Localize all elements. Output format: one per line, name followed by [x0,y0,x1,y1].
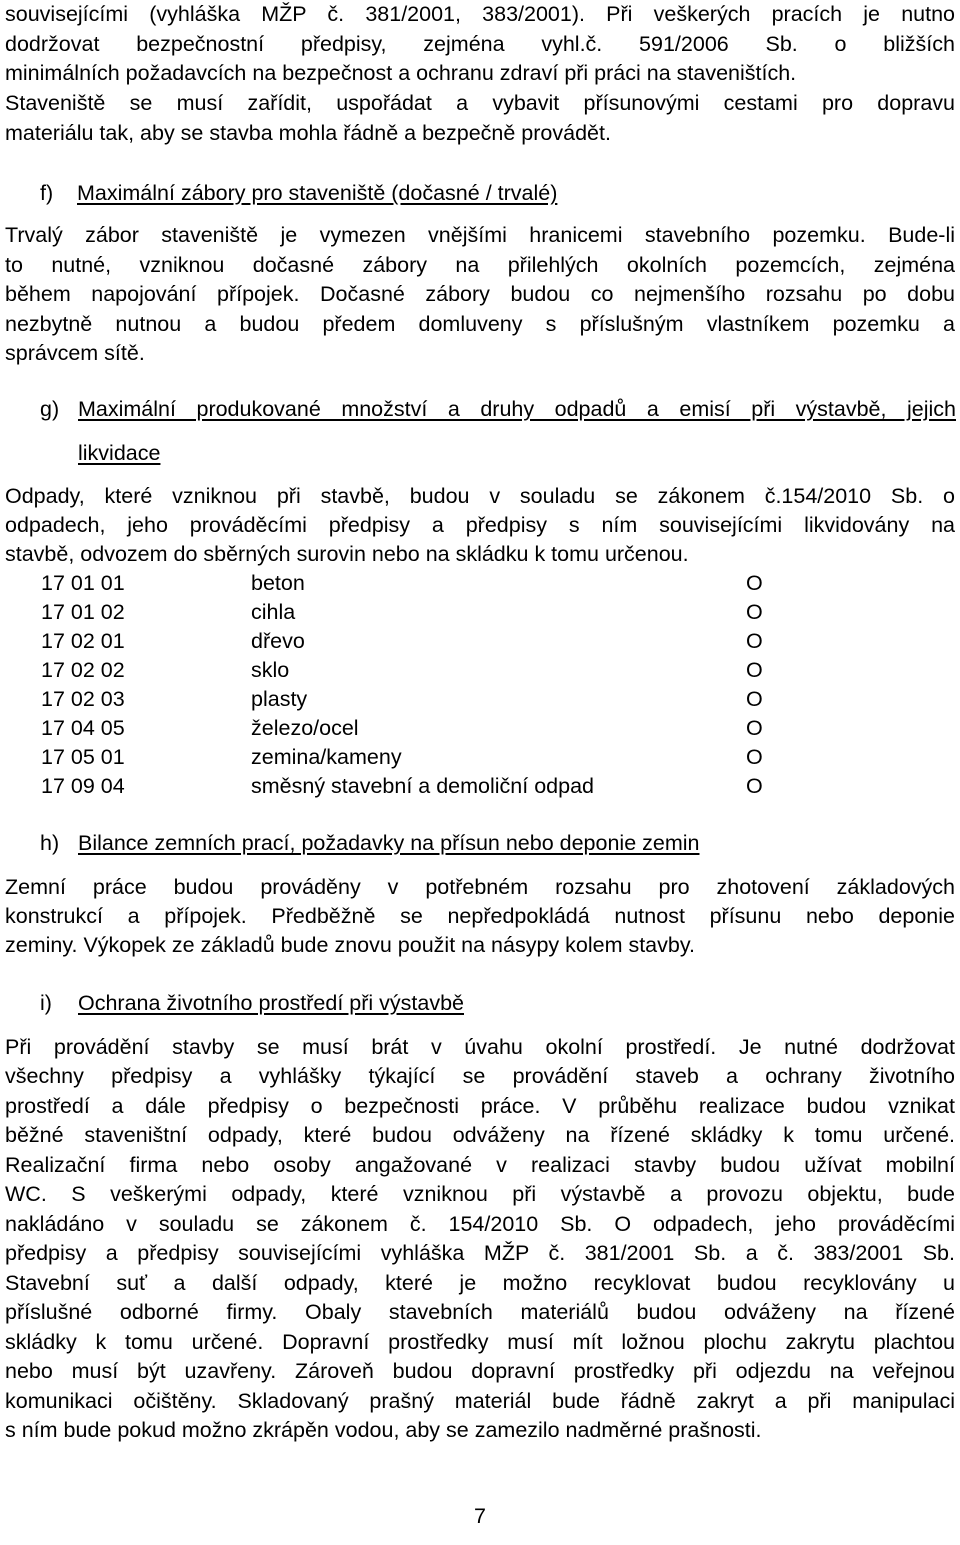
waste-material: beton [251,571,305,595]
paragraph-line: s ním bude pokud možno zkrápěn vodou, aby se zamezilo nadměrné prašnosti. [5,1418,762,1442]
waste-material: cihla [251,600,296,624]
section-letter: g) [40,397,60,421]
waste-material: plasty [251,687,308,711]
paragraph-line: správcem sítě. [5,341,145,365]
paragraph-line: všechny předpisy a vyhlášky týkající se provádění staveb a ochrany životního [5,1064,955,1088]
paragraph-line: odpadech, jeho prováděcími předpisy a předpisy s ním souvisejícími likvidovány na [5,513,955,537]
paragraph-line: Trvalý zábor staveniště je vymezen vnějšími hranicemi stavebního pozemku. Bude-li [5,223,955,247]
paragraph-line: Stavební suť a další odpady, které je možno recyklovat budou recyklovány u [5,1271,955,1295]
table-row [0,714,960,743]
waste-category: O [746,745,763,769]
paragraph-line: během napojování přípojek. Dočasné zábory budou co nejmenšího rozsahu po dobu [5,282,955,306]
waste-table [0,569,960,809]
waste-code: 17 02 01 [41,629,125,653]
waste-code: 17 01 02 [41,600,125,624]
waste-material: směsný stavební a demoliční odpad [251,774,595,798]
section-heading-g-continued [78,439,378,468]
section-heading-i [40,989,940,1018]
paragraph-line: Staveniště se musí zařídit, uspořádat a vybavit přísunovými cestami pro dopravu [5,91,955,115]
waste-category: O [746,658,763,682]
waste-material: sklo [251,658,290,682]
paragraph-line: nezbytně nutnou a budou předem domluveny s příslušným vlastníkem pozemku a [5,312,955,336]
section-letter: h) [40,831,60,855]
waste-category: O [746,687,763,711]
paragraph-line: příslušné odborné firmy. Obaly stavebních materiálů budou odváženy na řízené [5,1300,955,1324]
waste-code: 17 01 01 [41,571,125,595]
paragraph-line: Odpady, které vzniknou při stavbě, budou v souladu se zákonem č.154/2010 Sb. o [5,484,955,508]
waste-code: 17 02 03 [41,687,125,711]
paragraph-line: komunikaci očištěny. Skladovaný prašný materiál bude řádně zakryt a při manipulaci [5,1389,955,1413]
paragraph-line: souvisejícími (vyhláška MŽP č. 381/2001, 383/2001). Při veškerých pracích je nutno [5,2,955,26]
waste-category: O [746,600,763,624]
table-row [0,656,960,685]
table-row [0,598,960,627]
paragraph-line: Realizační firma nebo osoby angažované v realizaci stavby budou užívat mobilní [5,1153,955,1177]
waste-category: O [746,716,763,740]
section-heading-h [40,829,940,858]
paragraph-line: skládky k tomu určené. Dopravní prostředky musí mít ložnou plochu zakrytu plachtou [5,1330,955,1354]
paragraph-line: materiálu tak, aby se stavba mohla řádně a bezpečně provádět. [5,121,611,145]
paragraph-line: stavbě, odvozem do sběrných surovin nebo na skládku k tomu určenou. [5,542,689,566]
waste-code: 17 04 05 [41,716,125,740]
paragraph-line: Při provádění stavby se musí brát v úvahu okolní prostředí. Je nutné dodržovat [5,1035,955,1059]
waste-category: O [746,629,763,653]
paragraph-line: zeminy. Výkopek ze základů bude znovu použit na násypy kolem stavby. [5,933,695,957]
section-heading-g [40,395,956,424]
waste-category: O [746,774,763,798]
paragraph-line: nakládáno v souladu se zákonem č. 154/2010 Sb. O odpadech, jeho prováděcími [5,1212,955,1236]
paragraph-line: nebo musí být uzavřeny. Zároveň budou dopravní prostředky při odjezdu na veřejnou [5,1359,955,1383]
waste-material: zemina/kameny [251,745,402,769]
section-title: Maximální produkované množství a druhy odpadů a emisí při výstavbě, jejich [78,397,956,421]
table-row [0,569,960,598]
paragraph-line: prostředí a dále předpisy o bezpečnosti práce. V průběhu realizace budou vznikat [5,1094,955,1118]
table-row [0,743,960,772]
table-row [0,685,960,714]
section-title: Ochrana životního prostředí při výstavbě [78,991,464,1015]
waste-material: dřevo [251,629,305,653]
table-row [0,627,960,656]
section-letter: i) [40,991,52,1015]
section-heading-f [40,179,940,208]
section-title: likvidace [78,441,161,465]
waste-material: železo/ocel [251,716,359,740]
paragraph-line: konstrukcí a přípojek. Předběžně se nepředpokládá nutnost přísunu nebo deponie [5,904,955,928]
waste-code: 17 09 04 [41,774,125,798]
page-number: 7 [474,1504,486,1528]
paragraph-line: Zemní práce budou prováděny v potřebném rozsahu pro zhotovení základových [5,875,955,899]
paragraph-line: to nutné, vzniknou dočasné zábory na přilehlých okolních pozemcích, zejména [5,253,955,277]
waste-code: 17 02 02 [41,658,125,682]
paragraph-line: minimálních požadavcích na bezpečnost a ochranu zdraví při práci na staveništích. [5,61,797,85]
waste-category: O [746,571,763,595]
section-letter: f) [40,181,54,205]
paragraph-line: předpisy a předpisy souvisejícími vyhláška MŽP č. 381/2001 Sb. a č. 383/2001 Sb. [5,1241,955,1265]
table-row [0,772,960,801]
waste-code: 17 05 01 [41,745,125,769]
paragraph-line: běžné staveništní odpady, které budou odváženy na řízené skládky k tomu určené. [5,1123,955,1147]
section-title: Maximální zábory pro staveniště (dočasné / trvalé) [77,181,558,205]
paragraph-line: WC. S veškerými odpady, které vzniknou při výstavbě a provozu objektu, bude [5,1182,955,1206]
paragraph-line: dodržovat bezpečnostní předpisy, zejména vyhl.č. 591/2006 Sb. o bližších [5,32,955,56]
section-title: Bilance zemních prací, požadavky na přísun nebo deponie zemin [78,831,700,855]
